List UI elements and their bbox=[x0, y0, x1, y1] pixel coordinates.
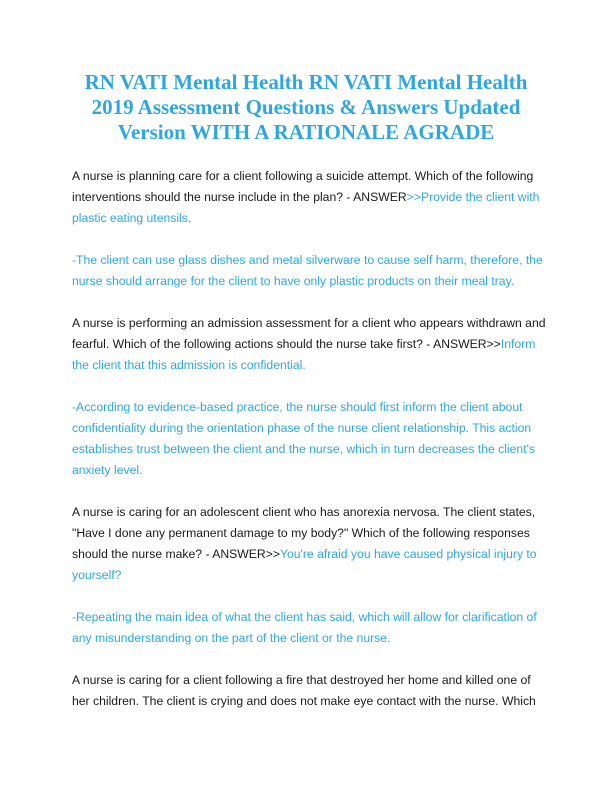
question-line: A nurse is caring for a client following a fire that destroyed her home and killed one of bbox=[72, 673, 531, 687]
question-paragraph bbox=[72, 502, 552, 586]
question-line: A nurse is planning care for a client following a suicide attempt. Which of the following bbox=[72, 169, 534, 183]
question-line: her children. The client is crying and does not make eye contact with the nurse. Which bbox=[72, 694, 536, 708]
rationale-paragraph bbox=[72, 607, 552, 649]
rationale-line: -The client can use glass dishes and metal silverware to cause self harm, therefore, the bbox=[72, 253, 543, 267]
rationale-paragraph bbox=[72, 250, 552, 292]
answer-text: >>Provide the client with bbox=[406, 190, 540, 204]
title-line: 2019 Assessment Questions & Answers Updated bbox=[91, 95, 521, 119]
answer-line: plastic eating utensils. bbox=[72, 211, 192, 225]
question-line bbox=[72, 544, 552, 565]
document-title bbox=[60, 70, 552, 145]
answer-text: You're afraid you have caused physical injury to bbox=[279, 547, 537, 561]
rationale-line: -Repeating the main idea of what the client has said, which will allow for clarification of bbox=[72, 610, 537, 624]
title-line: Version WITH A RATIONALE AGRADE bbox=[117, 120, 495, 144]
document-body bbox=[72, 166, 552, 733]
rationale-line: establishes trust between the client and the nurse, which in turn decreases the client's bbox=[72, 442, 536, 456]
rationale-paragraph bbox=[72, 397, 552, 481]
question-text: should the nurse make? - ANSWER>> bbox=[72, 547, 280, 561]
answer-line: yourself? bbox=[72, 568, 122, 582]
question-line: A nurse is performing an admission assessment for a client who appears withdrawn and bbox=[72, 316, 546, 330]
question-paragraph bbox=[72, 670, 552, 712]
answer-line: the client that this admission is confidential. bbox=[72, 358, 306, 372]
title-line: RN VATI Mental Health RN VATI Mental Health bbox=[84, 70, 528, 94]
answer-text: Inform bbox=[500, 337, 536, 351]
question-text: interventions should the nurse include in the plan? - ANSWER bbox=[72, 190, 407, 204]
question-paragraph bbox=[72, 166, 552, 229]
rationale-line: -According to evidence-based practice, the nurse should first inform the client about bbox=[72, 400, 523, 414]
rationale-line: nurse should arrange for the client to have only plastic products on their meal tray. bbox=[72, 274, 515, 288]
question-line: "Have I done any permanent damage to my body?" Which of the following responses bbox=[72, 526, 530, 540]
question-line bbox=[72, 187, 552, 208]
question-line: A nurse is caring for an adolescent client who has anorexia nervosa. The client states, bbox=[72, 505, 536, 519]
rationale-line: confidentiality during the orientation phase of the nurse client relationship. This action bbox=[72, 421, 532, 435]
rationale-line: anxiety level. bbox=[72, 463, 143, 477]
question-line bbox=[72, 334, 552, 355]
question-paragraph bbox=[72, 313, 552, 376]
question-text: fearful. Which of the following actions should the nurse take first? - ANSWER>> bbox=[72, 337, 501, 351]
rationale-line: any misunderstanding on the part of the client or the nurse. bbox=[72, 631, 391, 645]
